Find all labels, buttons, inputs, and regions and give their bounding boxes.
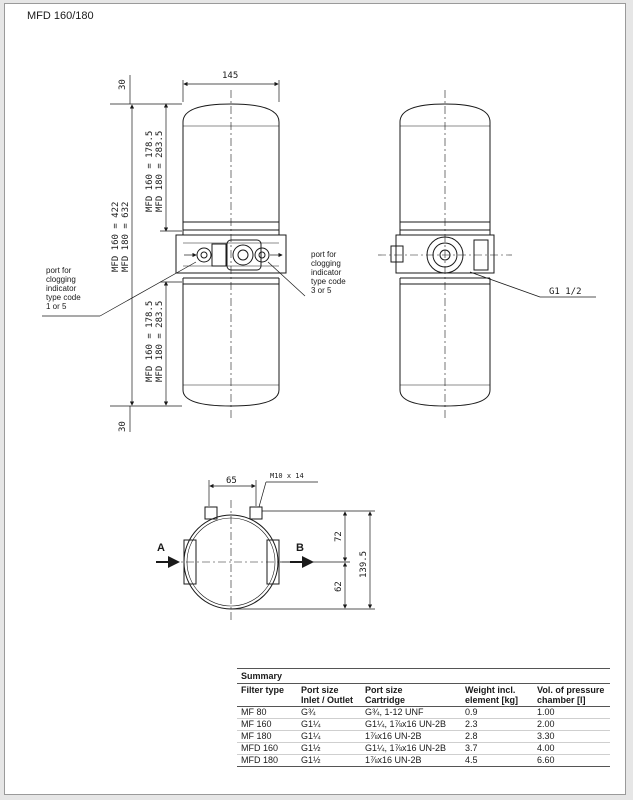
svg-text:3 or 5: 3 or 5 — [311, 286, 332, 295]
dim-upper-180: MFD 180 = 283.5 — [155, 130, 165, 212]
header-weight: Weight incl. element [kg] — [461, 684, 533, 707]
dim-top-clearance: 30 — [118, 79, 128, 90]
table-row — [237, 743, 610, 755]
table-row — [237, 719, 610, 731]
top-view — [156, 480, 375, 620]
summary-header-row — [237, 684, 610, 707]
left-port-note — [46, 266, 81, 311]
cell-port: G1¼ — [297, 719, 361, 731]
cell-volume: 2.00 — [533, 719, 610, 731]
svg-text:indicator: indicator — [311, 268, 342, 277]
cell-cartridge: G1¼, 1⅞x16 UN-2B — [361, 743, 461, 755]
cell-cartridge: G1¼, 1⅞x16 UN-2B — [361, 719, 461, 731]
cell-weight: 2.3 — [461, 719, 533, 731]
dim-total: 139.5 — [359, 550, 369, 578]
dim-total-160: MFD 160 = 422 — [111, 201, 121, 272]
svg-text:port for: port for — [46, 266, 72, 275]
thread-label: G1 1/2 — [549, 287, 582, 297]
dim-bolt-spacing: 65 — [226, 476, 237, 486]
cell-weight: 3.7 — [461, 743, 533, 755]
header-port-cartridge: Port size Cartridge — [361, 684, 461, 707]
cell-volume: 4.00 — [533, 743, 610, 755]
summary-table — [237, 668, 610, 767]
header-volume: Vol. of pressure chamber [l] — [533, 684, 610, 707]
inlet-label: A — [157, 542, 165, 554]
dim-upper: 72 — [334, 531, 344, 542]
summary-title: Summary — [241, 671, 283, 681]
cell-port: G¾ — [297, 707, 361, 719]
table-row — [237, 755, 610, 767]
cell-cartridge: 1⅞x16 UN-2B — [361, 731, 461, 743]
dim-width: 145 — [222, 71, 239, 81]
svg-text:clogging: clogging — [311, 259, 341, 268]
dim-bottom-clearance: 30 — [118, 421, 128, 432]
cell-weight: 0.9 — [461, 707, 533, 719]
cell-type: MF 180 — [237, 731, 297, 743]
cell-type: MFD 160 — [237, 743, 297, 755]
dim-bolt-thread: M10 x 14 — [270, 472, 304, 480]
right-port-note — [311, 250, 346, 295]
outlet-label: B — [296, 542, 304, 554]
svg-text:type code: type code — [311, 277, 346, 286]
table-row — [237, 731, 610, 743]
header-filter-type: Filter type — [237, 684, 297, 707]
cell-port: G1½ — [297, 743, 361, 755]
cell-cartridge: G¾, 1-12 UNF — [361, 707, 461, 719]
svg-text:port for: port for — [311, 250, 337, 259]
cell-port: G1¼ — [297, 731, 361, 743]
cell-volume: 3.30 — [533, 731, 610, 743]
dim-lower: 62 — [334, 581, 344, 592]
dim-upper-160: MFD 160 = 178.5 — [145, 130, 155, 212]
cell-type: MFD 180 — [241, 755, 279, 765]
cell-weight: 4.5 — [465, 755, 478, 765]
cell-type: MF 80 — [237, 707, 297, 719]
cell-volume: 6.60 — [537, 755, 555, 765]
cell-volume: 1.00 — [533, 707, 610, 719]
svg-text:clogging: clogging — [46, 275, 76, 284]
cell-cartridge: 1⅞x16 UN-2B — [365, 755, 422, 765]
document-title: MFD 160/180 — [27, 10, 94, 22]
svg-text:indicator: indicator — [46, 284, 77, 293]
cell-weight: 2.8 — [461, 731, 533, 743]
dimension-lines — [42, 75, 305, 432]
table-row — [237, 707, 610, 719]
side-view — [378, 90, 596, 420]
dim-lower-160: MFD 160 = 178.5 — [145, 300, 155, 382]
svg-text:type code: type code — [46, 293, 81, 302]
cell-type: MF 160 — [237, 719, 297, 731]
cell-port: G1½ — [301, 755, 321, 765]
header-port-inlet: Port size Inlet / Outlet — [297, 684, 361, 707]
dim-lower-180: MFD 180 = 283.5 — [155, 300, 165, 382]
svg-text:1 or 5: 1 or 5 — [46, 302, 67, 311]
dim-total-180: MFD 180 = 632 — [121, 201, 131, 272]
